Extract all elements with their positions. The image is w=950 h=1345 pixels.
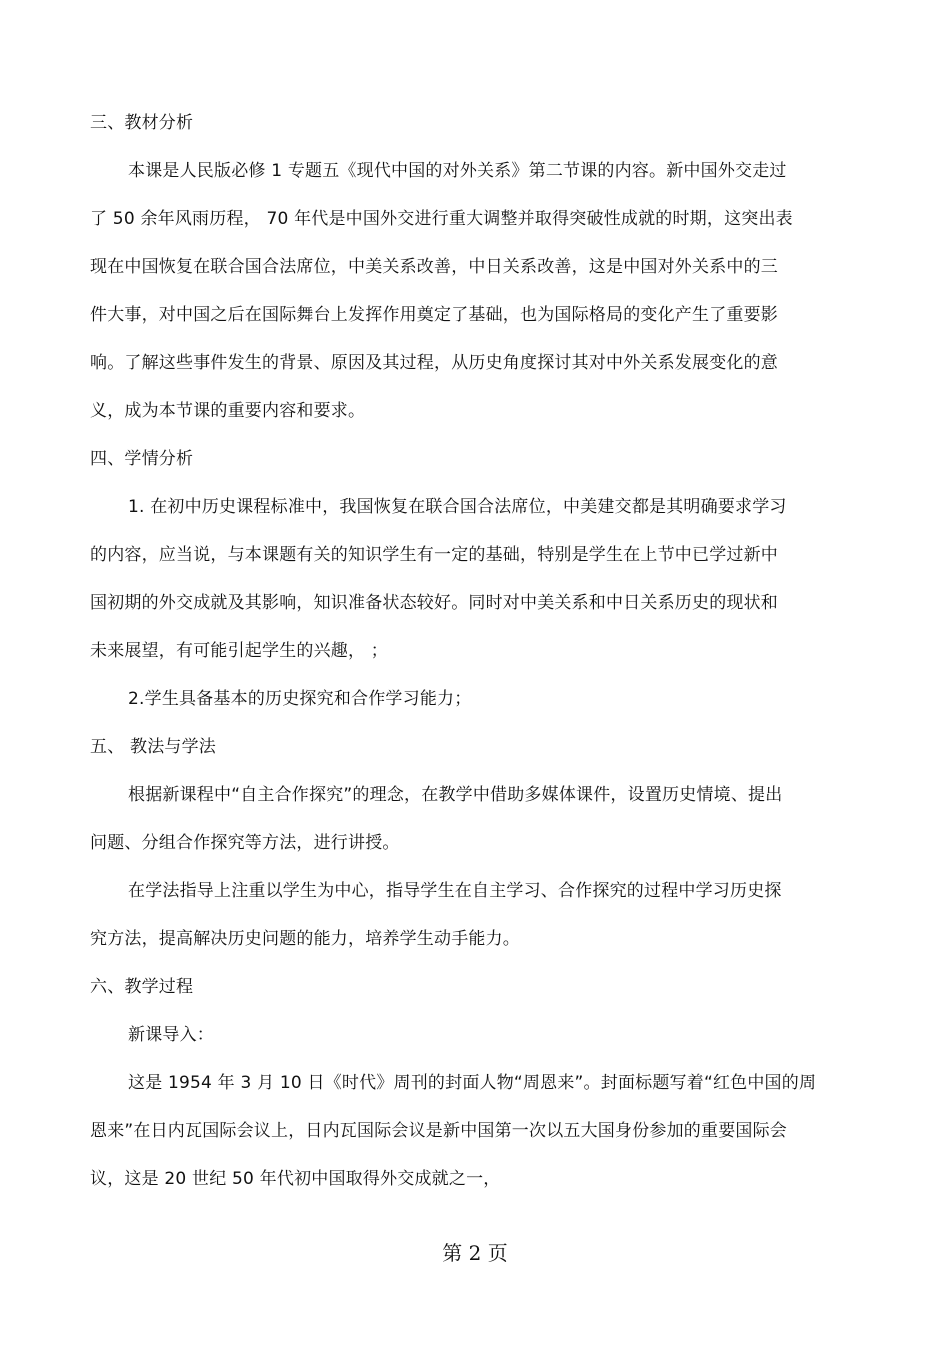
paragraph-line: 的内容，应当说，与本课题有关的知识学生有一定的基础，特别是学生在上节中已学过新中 [90, 545, 778, 565]
page-number: 第 2 页 [442, 1241, 508, 1265]
paragraph-line: 2.学生具备基本的历史探究和合作学习能力； [128, 689, 472, 709]
paragraph-line: 恩来”在日内瓦国际会议上，日内瓦国际会议是新中国第一次以五大国身份参加的重要国际会 [90, 1121, 788, 1141]
paragraph-line: 义，成为本节课的重要内容和要求。 [90, 401, 366, 421]
paragraph-line: 现在中国恢复在联合国合法席位，中美关系改善，中日关系改善，这是中国对外关系中的三 [90, 257, 778, 277]
paragraph-line: 新课导入： [128, 1025, 214, 1045]
paragraph-line: 国初期的外交成就及其影响，知识准备状态较好。同时对中美关系和中日关系历史的现状和 [90, 593, 778, 613]
paragraph-line: 在学法指导上注重以学生为中心，指导学生在自主学习、合作探究的过程中学习历史探 [128, 881, 782, 901]
section-heading: 五、 教法与学法 [90, 737, 217, 757]
paragraph-line: 根据新课程中“自主合作探究”的理念，在教学中借助多媒体课件，设置历史情境、提出 [128, 785, 783, 805]
paragraph-line: 1. 在初中历史课程标准中，我国恢复在联合国合法席位，中美建交都是其明确要求学习 [128, 497, 787, 517]
paragraph-line: 这是 1954 年 3 月 10 日《时代》周刊的封面人物“周恩来”。封面标题写着“红色中国的周 [128, 1073, 817, 1093]
section-heading: 四、学情分析 [90, 449, 194, 469]
paragraph-line: 未来展望，有可能引起学生的兴趣， ； [90, 641, 389, 661]
paragraph-line: 究方法，提高解决历史问题的能力，培养学生动手能力。 [90, 929, 520, 949]
paragraph-line: 响。了解这些事件发生的背景、原因及其过程，从历史角度探讨其对中外关系发展变化的意 [90, 353, 778, 373]
section-heading: 六、教学过程 [90, 977, 194, 997]
paragraph-line: 本课是人民版必修 1 专题五《现代中国的对外关系》第二节课的内容。新中国外交走过 [128, 161, 787, 181]
paragraph-line: 议，这是 20 世纪 50 年代初中国取得外交成就之一， [90, 1169, 501, 1189]
paragraph-line: 了 50 余年风雨历程， 70 年代是中国外交进行重大调整并取得突破性成就的时期，这突出表 [90, 209, 793, 229]
paragraph-line: 问题、分组合作探究等方法，进行讲授。 [90, 833, 400, 853]
section-heading: 三、教材分析 [90, 113, 194, 133]
paragraph-line: 件大事，对中国之后在国际舞台上发挥作用奠定了基础，也为国际格局的变化产生了重要影 [90, 305, 778, 325]
